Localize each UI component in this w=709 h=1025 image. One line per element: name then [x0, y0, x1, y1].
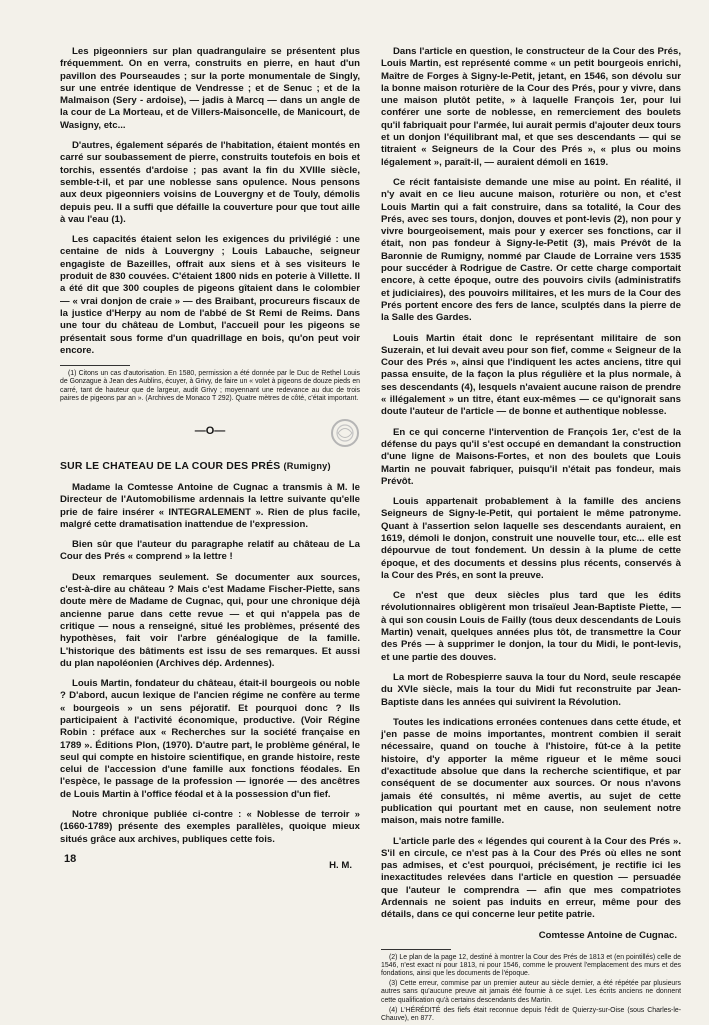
- page-number: 18: [64, 853, 77, 865]
- paragraph: La mort de Robespierre sauva la tour du Nord, seule rescapée du XVIe siècle, mais la tour du Midi fut reconstruite par Jean-Baptiste dans les années qui suivirent la Révolution.: [381, 671, 681, 708]
- section-heading-title: SUR LE CHATEAU DE LA COUR DES PRÉS: [60, 460, 281, 472]
- section-separator: —O—: [194, 424, 226, 437]
- library-stamp-icon: [329, 416, 361, 450]
- footnote-1: (1) Citons un cas d'autorisation. En 1580, permission a été donnée par le Duc de Rethel Louis de Gonzague à Jean des Aublins, écuyer, à Grivy, de faire un « volet à pigeons de douze pieds en carré, tant de hauteur que de largeur, audit Grivy ; moyennant une redevance au duc de trois paires de pigeons par an ». (Archives de Monaco T 292). Quatre mètres de côté, c'était important.: [60, 370, 360, 402]
- paragraph: Les pigeonniers sur plan quadrangulaire se présentent plus fréquemment. On en verra, construits en pierre, en haut d'un pavillon des Pourseaudes ; sur la porte monumentale de Singly, sur une entrée identique de Vendresse ; et de Senuc ; et de la Malmaison (Sery - ardoise), — jadis à Marcq — dans un angle de la cour de La Morteau, et de Villers-Maisoncelle, de Manicourt, de Wasigny, etc...: [60, 46, 360, 131]
- footnote-4: (4) L'HÉRÉDITÉ des fiefs était reconnue depuis l'édit de Quierzy-sur-Oise (sous Charles-le-Chauve), en 877.: [381, 1006, 681, 1023]
- right-column: [381, 46, 681, 1025]
- section-heading-place: (Rumigny): [283, 460, 331, 471]
- paragraph: L'article parle des « légendes qui courent à la Cour des Prés ». S'il en circule, ce n'est pas à la Cour des Prés où elles ne sont pas admises, et c'est pourquoi, précisément, je rectifie ici les inexactitudes relevées dans l'article en question — persuadée que l'auteur le comprendra — afin que mes compatriotes Ardennais ne soient pas induits en erreur, même pour des détails, dans ce qui concerne leur petite patrie.: [381, 835, 681, 921]
- paragraph: Les capacités étaient selon les exigences du privilégié : une centaine de nids à Louvergny ; Louis Labauche, seigneur engagiste de Bazeilles, offrait aux siens et à ses visiteurs le produit de 830 couvées. C'étaient 1800 nids en poterie à Villette. Il a été dit que 300 couples de pigeons gîtaient dans le colombier — « vrai donjon de craie » — des Braibant, procureurs fiscaux de la justice d'Herpy au nom de l'abbé de St Remi de Reims. Dans une tour du château de Lombut, l'accueil pour les pigeons se présentait sous forme d'un quadrillage en bois, qu'on peut voir encore.: [60, 234, 360, 356]
- signature-cugnac: Comtesse Antoine de Cugnac.: [538, 929, 677, 941]
- paragraph: Louis appartenait probablement à la famille des anciens Seigneurs de Signy-le-Petit, qui portaient le même patronyme. Quant à l'assertion selon laquelle ses descendants auraient, en 1619, démoli le donjon, construit une nouvelle tour, etc... elle est dépourvue de tout fondement. Un dessin à la plume de cette époque, et des documents et dessins plus récents, conservés à la Cour des Prés, en sont la preuve.: [381, 496, 681, 581]
- paragraph: Ce récit fantaisiste demande une mise au point. En réalité, il n'y avait en ce lieu aucune maison, roturière ou non, et c'est Louis Martin qui a fait construire, dans sa totalité, la Cour des Prés, avec ses tours, donjon, douves et pont-levis (2), non pour y vivre bourgeoisement, mais pour y exercer ses fonctions, car il était, non pas fondeur à Signy-le-Petit (3), mais Prévôt de la Baronnie de Rumigny, nommé par Claude de Lorraine vers 1535 pour succéder à Rodrigue de Castre. Or cette charge comportait encore, à cette époque, outre des pouvoirs civils (administratifs et judiciaires), des pouvoirs militaires, et les murs de la Cour des Prés portent encore des fers de lance, sculptés dans la pierre de la Salle des Gardes.: [381, 176, 681, 324]
- signature-hm: H. M.: [329, 859, 352, 871]
- paragraph: Louis Martin, fondateur du château, était-il bourgeois ou noble ? D'abord, aucun lexique de l'ancien régime ne confère au terme « bourgeois » un sens péjoratif. Et pourquoi donc ? Ils participaient à l'activité économique, productive. (Voir Régine Robin : préface aux « Recherches sur la société française en 1789 ». Éditions Plon, (1970). D'autre part, le problème général, le seul qui compte en histoire scientifique, en grande histoire, reste celui de l'accession d'une famille aux fonctions féodales. En l'espèce, le passage de la profession — ignorée — des ancêtres de Louis Martin à l'office féodal et à la possession d'un fief.: [60, 678, 360, 800]
- paragraph: En ce qui concerne l'intervention de François 1er, c'est de la défense du pays qu'il s'est occupé en demandant la construction d'une ligne de Maisons-Fortes, et non des boulets que Louis Martin ne pouvait fabriquer, puisqu'il n'était pas fondeur, mais Prévôt.: [381, 426, 681, 487]
- paragraph: Notre chronique publiée ci-contre : « Noblesse de terroir » (1660-1789) présente des exemples parallèles, quoique mieux situés grâce aux archives, publiques cette fois.: [60, 809, 360, 845]
- paragraph: Madame la Comtesse Antoine de Cugnac a transmis à M. le Directeur de l'Automobilisme ardennais la lettre suivante qu'elle prie de faire insérer « INTEGRALEMENT ». Rien de plus facile, malgré cette dramatisation inattendue de l'expression.: [60, 481, 360, 530]
- paragraph: Bien sûr que l'auteur du paragraphe relatif au château de La Cour des Prés « comprend » la lettre !: [60, 539, 360, 563]
- footnote-divider: [60, 365, 130, 366]
- paragraph: Dans l'article en question, le constructeur de la Cour des Prés, Louis Martin, est représenté comme « un petit bourgeois enrichi, Maître de Forges à Signy-le-Petit, jetant, en 1546, son dévolu sur la bonne maison roturière de la Cour des Prés, pour y vivre, dans une maison plutôt petite, » à laquelle François 1er, pour lui conférer une sorte de noblesse, en remerciement des boulets qu'il fabriquait pour l'armée, lui aurait permis d'ajouter deux tours et un donjon l'équilibrant mal, et que ses descendants — qui se titraient « Seigneurs de la Cour des Prés », « plus ou moins légalement », paraît-il, — auraient démoli en 1619.: [381, 46, 681, 168]
- paragraph: Toutes les indications erronées contenues dans cette étude, et j'en passe de moins importantes, montrent combien il serait nécessaire, quand on touche à l'histoire, fût-ce à la petite histoire, d'y apporter la même rigueur et le même souci d'exactitude absolue que dans la recherche scientifique, et par conséquent de se documenter aux sources. Or nous n'avons jamais été consultés, ni même avertis, au sujet de cette publication qui pourtant met en cause, non seulement notre maison, mais notre famille.: [381, 716, 681, 827]
- section-heading: [60, 461, 360, 472]
- paragraph: Ce n'est que deux siècles plus tard que les édits révolutionnaires obligèrent mon trisaïeul Jean-Baptiste Piette, — à qui son cousin Louis de Failly (tous deux descendants de Louis Martin) venait, quelques années plus tôt, de transmettre la Cour des Prés — à supprimer le donjon, la tour du Midi, le pont-levis, et une partie des douves.: [381, 590, 681, 663]
- paragraph: Louis Martin était donc le représentant militaire de son Suzerain, et lui devait aveu pour son fief, comme « Seigneur de la Cour des Prés », ainsi que l'indiquent les actes anciens, titre qui passa ensuite, de la façon la plus régulière et la plus normale, à ses descendants (4), lesquels n'avaient aucune raison de prendre « illégalement » un titre, étant eux-mêmes — ce qu'ignorait sans doute l'auteur de l'article — de bonne et authentique noblesse.: [381, 332, 681, 418]
- footnote-divider: [381, 949, 451, 950]
- footnote-3: (3) Cette erreur, commise par un premier auteur au siècle dernier, a été répétée par plusieurs autres sans qu'aucune preuve ait jamais été fournie à ce sujet. Les écrits anciens ne donnent cette qualification qu'à certains descendants des Martin.: [381, 980, 681, 1004]
- paragraph: Deux remarques seulement. Se documenter aux sources, c'est-à-dire au château ? Mais c'est Madame Fischer-Piette, sans doute mère de Madame de Cugnac, qui, pour une chronique déjà ancienne parue dans cette revue — et qui n'appela pas de critique — nous a renseigné, situé les problèmes, présenté des hypothèses, fait voir l'arbre généalogique de la famille. L'historique des bâtiments est issu de ses remarques. Et aussi du plan napoléonien (Archives dép. Ardennes).: [60, 571, 360, 669]
- left-column: [60, 46, 360, 871]
- footnote-2: (2) Le plan de la page 12, destiné à montrer la Cour des Prés de 1813 et (en pointillés) celle de 1546, n'est exact ni pour 1813, ni pour 1546, comme le prouvent l'emplacement des murs et des fondations, ainsi que les documents de l'époque.: [381, 953, 681, 977]
- paragraph: D'autres, également séparés de l'habitation, étaient montés en carré sur soubassement de pierre, construits toutefois en bois et torchis, essentés d'ardoise ; pas avant la fin du XVIIIe siècle, semble-t-il, et par une noblesse sans opulence. Nous pensons aux deux pigeonniers voisins de Louvergny et de Touly, démolis depuis peu. Il a suffi que défaille la couverture pour que tout aille à vau l'eau (1).: [60, 140, 360, 225]
